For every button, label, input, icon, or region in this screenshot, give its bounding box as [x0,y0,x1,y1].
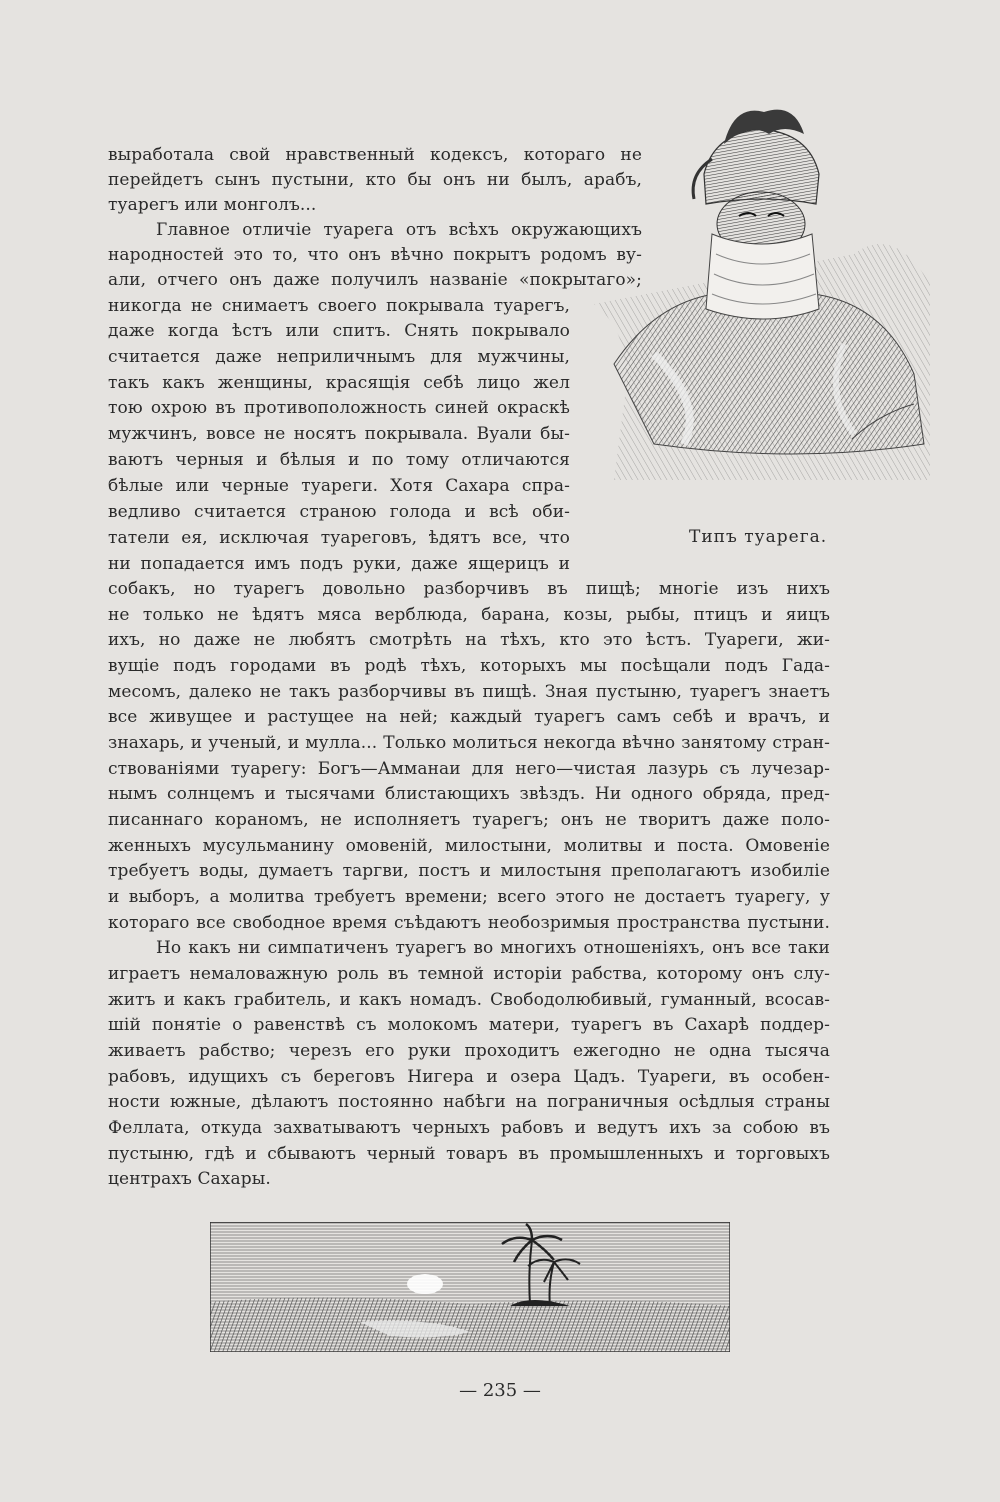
text-line: ствованіями туарегу: Богъ—Амманаи для него—чистая лазурь съ лучезар- [108,759,830,779]
text-line: Но какъ ни симпатиченъ туарегъ во многихъ отношеніяхъ, онъ все таки [156,938,830,958]
portrait-caption: Типъ туарега. [689,527,828,547]
text-line: пустыню, гдѣ и сбываютъ черный товаръ въ промышленныхъ и торговыхъ [108,1144,830,1164]
text-line: считается даже неприличнымъ для мужчины, [108,347,570,367]
tuareg-portrait-engraving [594,104,930,480]
desert-oasis-engraving [210,1222,730,1352]
text-line: шій понятіе о равенствѣ съ молокомъ матери, туарегъ въ Сахарѣ поддер- [108,1015,830,1035]
text-line: не только не ѣдятъ мяса верблюда, барана, козы, рыбы, птицъ и яицъ [108,605,830,625]
text-line: живаетъ рабство; черезъ его руки проходитъ ежегодно не одна тысяча [108,1041,830,1061]
text-line: даже когда ѣстъ или спитъ. Снять покрывало [108,321,570,341]
text-line: туарегъ или монголъ... [108,195,317,215]
text-line: перейдетъ сынъ пустыни, кто бы онъ ни былъ, арабъ, [108,170,642,190]
text-line: знахарь, и ученый, и мулла... Только молиться некогда вѣчно занятому стран- [108,733,830,753]
text-line: писаннаго кораномъ, не исполняетъ туарегъ; онъ не творитъ даже поло- [108,810,830,830]
text-line: Главное отличіе туарега отъ всѣхъ окружающихъ [156,220,642,240]
text-line: и выборъ, а молитва требуетъ времени; всего этого не достаетъ туарегу, у [108,887,830,907]
text-line: котораго все свободное время съѣдаютъ необозримыя пространства пустыни. [108,913,830,933]
text-line: никогда не снимаетъ своего покрывала туарегъ, [108,296,570,316]
text-line: ваютъ черныя и бѣлыя и по тому отличаются [108,450,570,470]
text-line: бѣлые или черные туареги. Хотя Сахара спра- [108,476,570,496]
text-line: ни попадается имъ подъ руки, даже ящерицъ и [108,554,570,574]
text-line: рабовъ, идущихъ съ береговъ Нигера и озера Цадъ. Туареги, въ особен- [108,1067,830,1087]
text-line: народностей это то, что онъ вѣчно покрытъ родомъ ву- [108,245,642,265]
text-line: Феллата, откуда захватываютъ черныхъ рабовъ и ведутъ ихъ за собою въ [108,1118,830,1138]
page-number: — 235 — [459,1380,541,1401]
text-line: тою охрою въ противоположность синей окраскѣ [108,398,570,418]
text-line: центрахъ Сахары. [108,1169,271,1189]
text-line: ности южные, дѣлаютъ постоянно набѣги на пограничныя осѣдлыя страны [108,1092,830,1112]
text-line: выработала свой нравственный кодексъ, котораго не [108,145,642,165]
text-line: месомъ, далеко не такъ разборчивы въ пищѣ. Зная пустыню, туарегъ знаетъ [108,682,830,702]
text-line: собакъ, но туарегъ довольно разборчивъ въ пищѣ; многіе изъ нихъ [108,579,830,599]
text-line: все живущее и растущее на ней; каждый туарегъ самъ себѣ и врачъ, и [108,707,830,727]
text-line: женныхъ мусульманину омовеній, милостыни, молитвы и поста. Омовеніе [108,836,830,856]
text-line: татели ея, исключая туареговъ, ѣдятъ все, что [108,528,570,548]
text-line: ихъ, но даже не любятъ смотрѣть на тѣхъ, кто это ѣстъ. Туареги, жи- [108,630,830,650]
text-line: нымъ солнцемъ и тысячами блистающихъ звѣздъ. Ни одного обряда, пред- [108,784,830,804]
text-line: мужчинъ, вовсе не носятъ покрывала. Вуали бы- [108,424,570,444]
text-line: вущіе подъ городами въ родѣ тѣхъ, которыхъ мы посѣщали подъ Гада- [108,656,830,676]
text-line: али, отчего онъ даже получилъ названіе «покрытаго»; [108,270,642,290]
text-line: ведливо считается страною голода и всѣ оби- [108,502,570,522]
text-line: играетъ немаловажную роль въ темной исторіи рабства, которому онъ слу- [108,964,830,984]
text-line: требуетъ воды, думаетъ таргви, постъ и милостыня преполагаютъ изобиліе [108,861,830,881]
text-line: житъ и какъ грабитель, и какъ номадъ. Свободолюбивый, гуманный, всосав- [108,990,830,1010]
text-line: такъ какъ женщины, красящія себѣ лицо жел [108,373,570,393]
